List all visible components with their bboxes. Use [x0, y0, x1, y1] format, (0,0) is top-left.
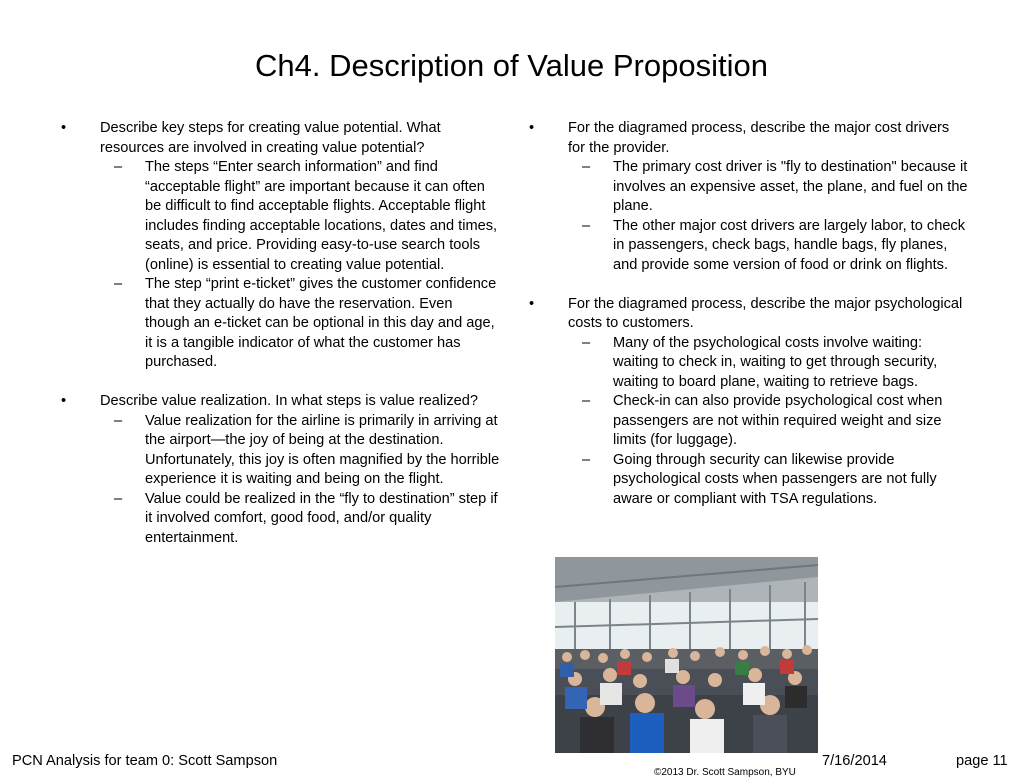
bullet-group — [60, 392, 500, 548]
sub-bullet — [60, 490, 500, 549]
footer-page-number: page 11 — [956, 753, 1008, 769]
sub-bullet-text: Many of the psychological costs involve waiting: waiting to check in, waiting to get through security, waiting to board plane, waiting to retrieve bags. — [613, 334, 938, 390]
dash-marker: – — [114, 412, 123, 429]
dash-marker: – — [114, 490, 123, 507]
bullet-marker: • — [61, 120, 67, 136]
sub-bullet — [528, 217, 968, 276]
slide-title: Ch4. Description of Value Proposition — [255, 48, 768, 83]
sub-bullet-text: The other major cost drivers are largely labor, to check in passengers, check bags, handle bags, fly planes, and provide some version of food or drink on flights. — [613, 217, 966, 273]
sub-bullet-text: Going through security can likewise provide psychological costs when passengers are not fully aware or compliant with TSA regulations. — [613, 451, 937, 507]
sub-bullet-text: Value could be realized in the “fly to destination” step if it involved comfort, good food, and/or quality entertainment. — [145, 490, 498, 546]
dash-marker: – — [582, 393, 591, 409]
airport-waiting-area-photo — [555, 557, 818, 753]
footer-copyright: ©2013 Dr. Scott Sampson, BYU — [654, 767, 796, 778]
bullet-marker: • — [61, 393, 67, 409]
bullet-marker: • — [529, 295, 535, 312]
sub-bullet-text: The steps “Enter search information” and find “acceptable flight” are important because it can often be difficult to find acceptable flights. Acceptable flight includes finding acceptable locations, dates and times, seats, and price. Providing easy-to-use search tools (online) is essential to creating value potential. — [145, 159, 498, 273]
left-column — [60, 119, 500, 548]
bullet-text: For the diagramed process, describe the major cost drivers for the provider. — [568, 120, 950, 156]
sub-bullet — [60, 158, 500, 275]
sub-bullet-text: The primary cost driver is "fly to destination" because it involves an expensive asset, the plane, and fuel on the plane. — [613, 159, 968, 214]
sub-bullet — [528, 158, 968, 217]
bullet-text: Describe key steps for creating value potential. What resources are involved in creating value potential? — [100, 120, 441, 156]
dash-marker: – — [582, 334, 591, 351]
dash-marker: – — [582, 451, 591, 468]
sub-bullet — [528, 451, 968, 510]
sub-bullet — [528, 334, 968, 393]
footer-date: 7/16/2014 — [822, 753, 887, 769]
sub-bullet-text: Value realization for the airline is primarily in arriving at the airport—the joy of being at the destination. Unfortunately, this joy is often magnified by the horrible experience it is waiting and being on the flight. — [145, 412, 500, 487]
dash-marker: – — [582, 159, 591, 175]
bullet-group — [60, 119, 500, 373]
bullet-group — [528, 295, 968, 510]
bullet-group — [528, 119, 968, 275]
right-column — [528, 119, 968, 509]
bullet-item — [60, 392, 500, 412]
sub-bullet-text: The step “print e-ticket” gives the customer confidence that they actually do have the reservation. Even though an e-ticket can be optional in this day and age, it is a tangible indicator of what the customer has purchased. — [145, 276, 497, 370]
dash-marker: – — [114, 159, 123, 175]
bullet-marker: • — [529, 120, 535, 136]
bullet-text: For the diagramed process, describe the major psychological costs to customers. — [568, 295, 963, 331]
bullet-text: Describe value realization. In what steps is value realized? — [100, 393, 479, 409]
sub-bullet — [60, 275, 500, 373]
footer-team-label: PCN Analysis for team 0: Scott Sampson — [12, 753, 278, 769]
bullet-item — [60, 119, 500, 158]
sub-bullet — [528, 392, 968, 451]
dash-marker: – — [582, 217, 591, 234]
sub-bullet — [60, 412, 500, 490]
dash-marker: – — [114, 276, 123, 292]
bullet-item — [528, 119, 968, 158]
bullet-item — [528, 295, 968, 334]
sub-bullet-text: Check-in can also provide psychological cost when passengers are not within required weight and size limits (for luggage). — [613, 393, 943, 448]
